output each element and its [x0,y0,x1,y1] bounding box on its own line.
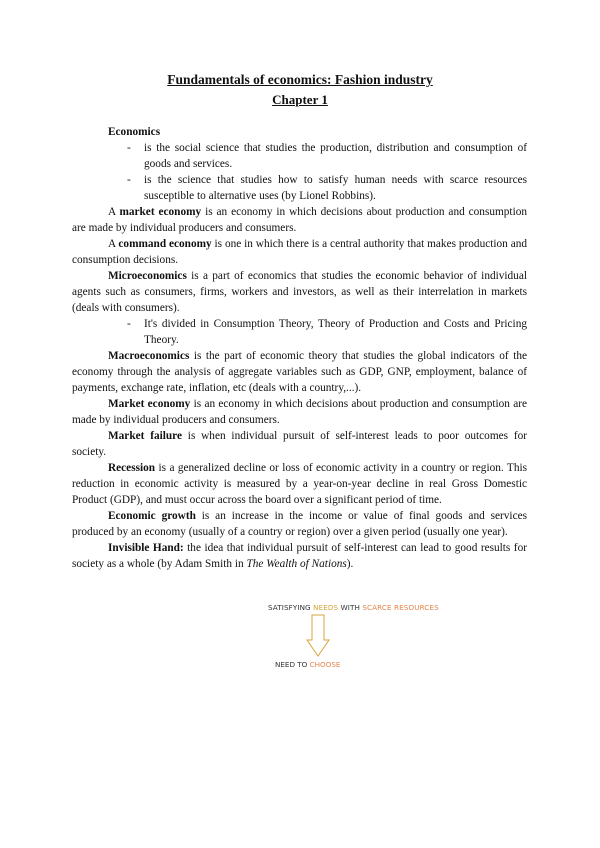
term: Macroeconomics [108,350,190,362]
figure-word: NEEDS [313,603,341,612]
text: is when individual pursuit of self-interest leads to poor outcomes for society. [72,430,527,458]
document-body [72,124,527,572]
term: Microeconomics [108,270,187,282]
term: Market failure [108,430,182,442]
paragraph-microeconomics [72,268,527,316]
bullet-dash: - [127,142,131,154]
term: market economy [119,206,202,218]
list-item-text: It's divided in Consumption Theory, Theory of Production and Costs and Pricing Theory. [144,318,527,346]
list-item-text: is the science that studies how to satisfy human needs with scarce resources susceptible to alternative uses (by Lionel Robbins). [144,174,527,202]
text: the idea that individual pursuit of self-interest can lead to good results for society as a whole (by Adam Smith in [72,542,527,570]
paragraph-invisible-hand [72,540,527,572]
micro-list [72,316,527,348]
term: Economic growth [108,510,196,522]
figure-word: WITH [340,603,363,612]
paragraph-market-failure [72,428,527,460]
text: is a part of economics that studies the economic behavior of individual agents such as consumers, firms, workers and investors, as well as their interrelation in markets (deals with consumers). [72,270,527,314]
text: A [108,206,120,218]
bullet-dash: - [127,174,131,186]
text: is an economy in which decisions about production and consumption are made by individual producers and consumers. [72,206,528,234]
text: is the part of economic theory that studies the global indicators of the economy through the analysis of aggregate variables such as GDP, GNP, employment, balance of payments, exchange rate, inflation, etc (deals with a country,...). [72,350,527,394]
figure-word: CHOOSE [309,660,341,669]
book-title: The Wealth of Nations [246,558,347,570]
list-item-text: is the social science that studies the production, distribution and consumption of goods and services. [144,142,527,170]
paragraph-market-economy-2 [72,396,527,428]
list-item [72,172,527,204]
term: Invisible Hand: [108,542,184,554]
text: is an economy in which decisions about production and consumption are made by individual producers and consumers. [72,398,528,426]
chapter-heading: Chapter 1 [272,92,328,107]
list-item [72,140,527,172]
paragraph-economic-growth [72,508,527,540]
document-title: Fundamentals of economics: Fashion industry [167,72,433,87]
section-heading: Economics [108,126,161,138]
figure-word: SCARCE RESOURCES [362,603,439,612]
paragraph-market-economy [72,204,527,236]
term: Market economy [108,398,191,410]
list-item [72,316,527,348]
figure-word: NEED TO [275,660,310,669]
text: is an increase in the income or value of final goods and services produced by an economy (usually of a country or region) over a given period (usually one year). [72,510,527,538]
text: is one in which there is a central authority that makes production and consumption decisions. [72,238,528,266]
term: command economy [118,238,212,250]
text: A [108,238,119,250]
text: is a generalized decline or loss of economic activity in a country or region. This reduction in economic activity is measured by a year-on-year decline in real Gross Domestic Product (GDP), and must occur across the board over a significant period of time. [72,462,527,506]
down-arrow-icon [306,614,330,658]
figure-caption-bottom [275,660,340,669]
figure-word: SATISFYING [268,603,314,612]
bullet-dash: - [127,318,131,330]
term: Recession [108,462,156,474]
paragraph-macroeconomics [72,348,527,396]
text: ). [346,558,354,570]
economics-definitions [72,140,527,204]
paragraph-recession [72,460,527,508]
paragraph-command-economy [72,236,527,268]
figure-caption-top [268,603,439,612]
